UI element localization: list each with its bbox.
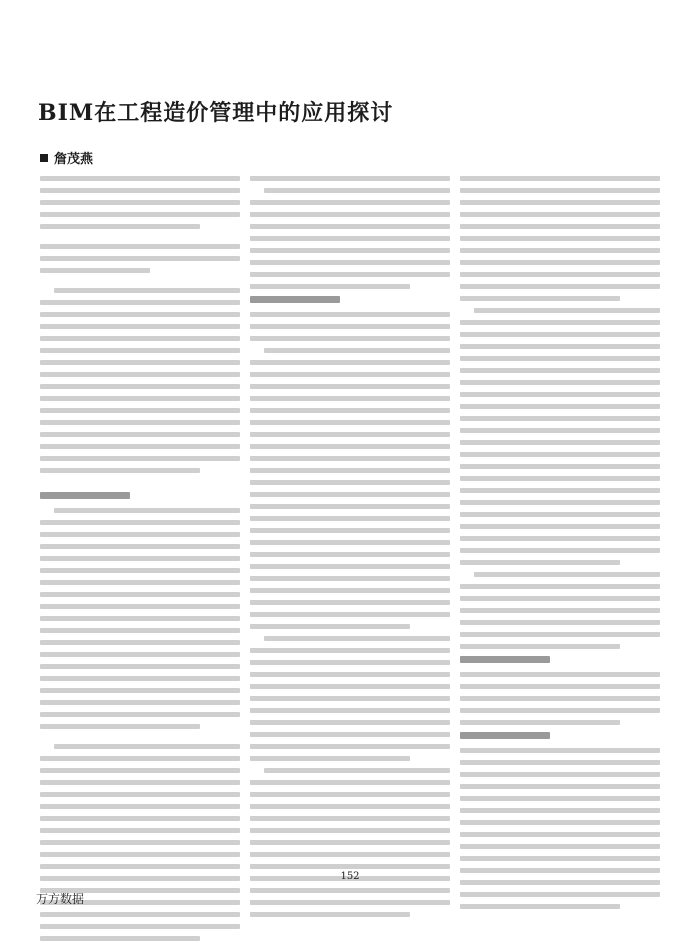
- text-line-placeholder: [40, 792, 240, 797]
- text-line-placeholder: [460, 380, 660, 385]
- page-number: 152: [340, 871, 360, 882]
- text-line-placeholder: [460, 488, 660, 493]
- text-line-placeholder: [40, 480, 240, 488]
- text-line-placeholder: [250, 420, 450, 425]
- text-line-placeholder: [40, 212, 240, 217]
- text-line-placeholder: [250, 324, 450, 329]
- text-line-placeholder: [460, 356, 660, 361]
- text-line-placeholder: [460, 236, 660, 241]
- text-line-placeholder: [40, 688, 240, 693]
- text-line-placeholder: [460, 772, 660, 777]
- text-line-placeholder: [250, 804, 450, 809]
- text-line-placeholder: [250, 456, 450, 461]
- text-line-placeholder: [250, 780, 450, 785]
- text-line-placeholder: [460, 536, 660, 541]
- text-line-placeholder: [460, 248, 660, 253]
- text-line-placeholder: [250, 540, 450, 545]
- text-line-placeholder: [250, 296, 340, 303]
- text-line-placeholder: [40, 724, 200, 729]
- text-line-placeholder: [40, 768, 240, 773]
- text-line-placeholder: [40, 544, 240, 549]
- text-line-placeholder: [54, 288, 240, 293]
- text-line-placeholder: [460, 584, 660, 589]
- text-line-placeholder: [460, 608, 660, 613]
- text-line-placeholder: [40, 816, 240, 821]
- text-line-placeholder: [250, 248, 450, 253]
- text-line-placeholder: [250, 384, 450, 389]
- text-line-placeholder: [250, 900, 450, 905]
- text-line-placeholder: [264, 188, 450, 193]
- text-line-placeholder: [250, 792, 450, 797]
- text-line-placeholder: [40, 468, 200, 473]
- text-line-placeholder: [460, 344, 660, 349]
- text-line-placeholder: [40, 532, 240, 537]
- text-line-placeholder: [250, 672, 450, 677]
- text-line-placeholder: [250, 552, 450, 557]
- text-line-placeholder: [40, 804, 240, 809]
- text-line-placeholder: [40, 336, 240, 341]
- text-line-placeholder: [40, 268, 150, 273]
- text-line-placeholder: [250, 224, 450, 229]
- text-line-placeholder: [250, 648, 450, 653]
- text-line-placeholder: [460, 596, 660, 601]
- text-line-placeholder: [40, 420, 240, 425]
- text-line-placeholder: [460, 284, 660, 289]
- text-line-placeholder: [460, 272, 660, 277]
- text-line-placeholder: [40, 592, 240, 597]
- text-line-placeholder: [40, 224, 200, 229]
- text-line-placeholder: [250, 684, 450, 689]
- text-line-placeholder: [474, 572, 660, 577]
- text-line-placeholder: [250, 432, 450, 437]
- text-line-placeholder: [40, 408, 240, 413]
- text-line-placeholder: [40, 640, 240, 645]
- watermark: 万方数据: [36, 892, 85, 906]
- text-line-placeholder: [40, 280, 240, 288]
- text-line-placeholder: [250, 200, 450, 205]
- text-line-placeholder: [460, 416, 660, 421]
- text-line-placeholder: [250, 272, 450, 277]
- text-line-placeholder: [250, 528, 450, 533]
- text-line-placeholder: [460, 844, 660, 849]
- text-line-placeholder: [40, 864, 240, 869]
- text-line-placeholder: [250, 372, 450, 377]
- text-line-placeholder: [250, 888, 450, 893]
- text-line-placeholder: [460, 464, 660, 469]
- text-line-placeholder: [460, 440, 660, 445]
- text-line-placeholder: [40, 556, 240, 561]
- text-line-placeholder: [460, 188, 660, 193]
- text-line-placeholder: [460, 200, 660, 205]
- text-line-placeholder: [460, 732, 550, 739]
- text-line-placeholder: [460, 748, 660, 753]
- text-line-placeholder: [250, 624, 410, 629]
- text-line-placeholder: [250, 444, 450, 449]
- text-line-placeholder: [250, 612, 450, 617]
- text-line-placeholder: [40, 236, 240, 244]
- text-line-placeholder: [40, 456, 240, 461]
- article-author: [40, 148, 93, 167]
- text-line-placeholder: [40, 780, 240, 785]
- text-line-placeholder: [40, 828, 240, 833]
- text-line-placeholder: [250, 720, 450, 725]
- text-line-placeholder: [460, 796, 660, 801]
- text-line-placeholder: [40, 244, 240, 249]
- text-line-placeholder: [460, 708, 660, 713]
- text-line-placeholder: [40, 384, 240, 389]
- text-line-placeholder: [250, 396, 450, 401]
- text-line-placeholder: [40, 712, 240, 717]
- text-line-placeholder: [40, 616, 240, 621]
- text-line-placeholder: [460, 620, 660, 625]
- text-line-placeholder: [40, 348, 240, 353]
- text-line-placeholder: [40, 396, 240, 401]
- text-line-placeholder: [264, 636, 450, 641]
- text-line-placeholder: [460, 524, 660, 529]
- text-line-placeholder: [460, 684, 660, 689]
- author-name: 詹茂燕: [54, 152, 94, 167]
- text-line-placeholder: [40, 360, 240, 365]
- text-line-placeholder: [40, 756, 240, 761]
- text-line-placeholder: [460, 672, 660, 677]
- text-line-placeholder: [264, 348, 450, 353]
- text-line-placeholder: [40, 840, 240, 845]
- text-line-placeholder: [460, 296, 620, 301]
- text-line-placeholder: [40, 664, 240, 669]
- text-column-middle: [250, 176, 450, 924]
- text-line-placeholder: [40, 924, 240, 929]
- text-line-placeholder: [460, 392, 660, 397]
- text-line-placeholder: [460, 320, 660, 325]
- text-line-placeholder: [460, 428, 660, 433]
- text-line-placeholder: [264, 768, 450, 773]
- text-line-placeholder: [40, 604, 240, 609]
- text-line-placeholder: [250, 852, 450, 857]
- text-line-placeholder: [250, 504, 450, 509]
- text-line-placeholder: [474, 308, 660, 313]
- text-line-placeholder: [250, 840, 450, 845]
- text-line-placeholder: [460, 176, 660, 181]
- text-line-placeholder: [40, 568, 240, 573]
- text-line-placeholder: [460, 452, 660, 457]
- text-line-placeholder: [40, 676, 240, 681]
- text-line-placeholder: [460, 760, 660, 765]
- text-line-placeholder: [40, 492, 130, 499]
- text-line-placeholder: [250, 212, 450, 217]
- text-line-placeholder: [40, 372, 240, 377]
- text-line-placeholder: [250, 408, 450, 413]
- text-line-placeholder: [40, 256, 240, 261]
- text-line-placeholder: [460, 224, 660, 229]
- text-line-placeholder: [460, 832, 660, 837]
- text-line-placeholder: [250, 744, 450, 749]
- text-line-placeholder: [460, 260, 660, 265]
- text-line-placeholder: [250, 360, 450, 365]
- text-line-placeholder: [250, 864, 450, 869]
- text-line-placeholder: [250, 732, 450, 737]
- text-line-placeholder: [40, 432, 240, 437]
- text-line-placeholder: [250, 696, 450, 701]
- text-line-placeholder: [40, 520, 240, 525]
- text-line-placeholder: [460, 404, 660, 409]
- text-line-placeholder: [54, 508, 240, 513]
- text-line-placeholder: [250, 660, 450, 665]
- text-line-placeholder: [40, 700, 240, 705]
- text-line-placeholder: [40, 652, 240, 657]
- text-line-placeholder: [250, 600, 450, 605]
- text-line-placeholder: [250, 480, 450, 485]
- text-line-placeholder: [250, 236, 450, 241]
- author-bullet-icon: [40, 154, 48, 162]
- text-line-placeholder: [250, 260, 450, 265]
- text-line-placeholder: [460, 720, 620, 725]
- text-line-placeholder: [460, 904, 620, 909]
- text-line-placeholder: [40, 200, 240, 205]
- text-line-placeholder: [250, 492, 450, 497]
- text-line-placeholder: [460, 548, 660, 553]
- text-line-placeholder: [460, 560, 620, 565]
- text-line-placeholder: [250, 176, 450, 181]
- text-line-placeholder: [250, 468, 450, 473]
- text-line-placeholder: [460, 656, 550, 663]
- text-line-placeholder: [250, 588, 450, 593]
- text-line-placeholder: [250, 828, 450, 833]
- text-line-placeholder: [460, 332, 660, 337]
- text-line-placeholder: [250, 284, 410, 289]
- text-line-placeholder: [460, 500, 660, 505]
- text-line-placeholder: [460, 368, 660, 373]
- text-line-placeholder: [40, 188, 240, 193]
- text-line-placeholder: [460, 856, 660, 861]
- text-line-placeholder: [40, 324, 240, 329]
- text-line-placeholder: [460, 632, 660, 637]
- text-line-placeholder: [250, 756, 410, 761]
- text-line-placeholder: [40, 628, 240, 633]
- article-title: BIM在工程造价管理中的应用探讨: [38, 100, 394, 126]
- text-line-placeholder: [40, 852, 240, 857]
- text-line-placeholder: [250, 564, 450, 569]
- text-line-placeholder: [40, 312, 240, 317]
- text-line-placeholder: [460, 644, 620, 649]
- text-line-placeholder: [460, 892, 660, 897]
- text-line-placeholder: [40, 176, 240, 181]
- text-line-placeholder: [460, 820, 660, 825]
- text-column-left: [40, 176, 240, 948]
- text-line-placeholder: [250, 312, 450, 317]
- text-line-placeholder: [460, 212, 660, 217]
- text-line-placeholder: [460, 784, 660, 789]
- text-line-placeholder: [250, 708, 450, 713]
- text-column-right: [460, 176, 660, 916]
- text-line-placeholder: [40, 936, 200, 941]
- text-line-placeholder: [460, 512, 660, 517]
- text-line-placeholder: [250, 516, 450, 521]
- text-line-placeholder: [460, 808, 660, 813]
- text-line-placeholder: [250, 816, 450, 821]
- text-line-placeholder: [250, 576, 450, 581]
- text-line-placeholder: [40, 580, 240, 585]
- text-line-placeholder: [460, 476, 660, 481]
- text-line-placeholder: [40, 300, 240, 305]
- text-line-placeholder: [40, 736, 240, 744]
- text-line-placeholder: [250, 336, 450, 341]
- text-line-placeholder: [40, 444, 240, 449]
- text-line-placeholder: [54, 744, 240, 749]
- text-line-placeholder: [460, 696, 660, 701]
